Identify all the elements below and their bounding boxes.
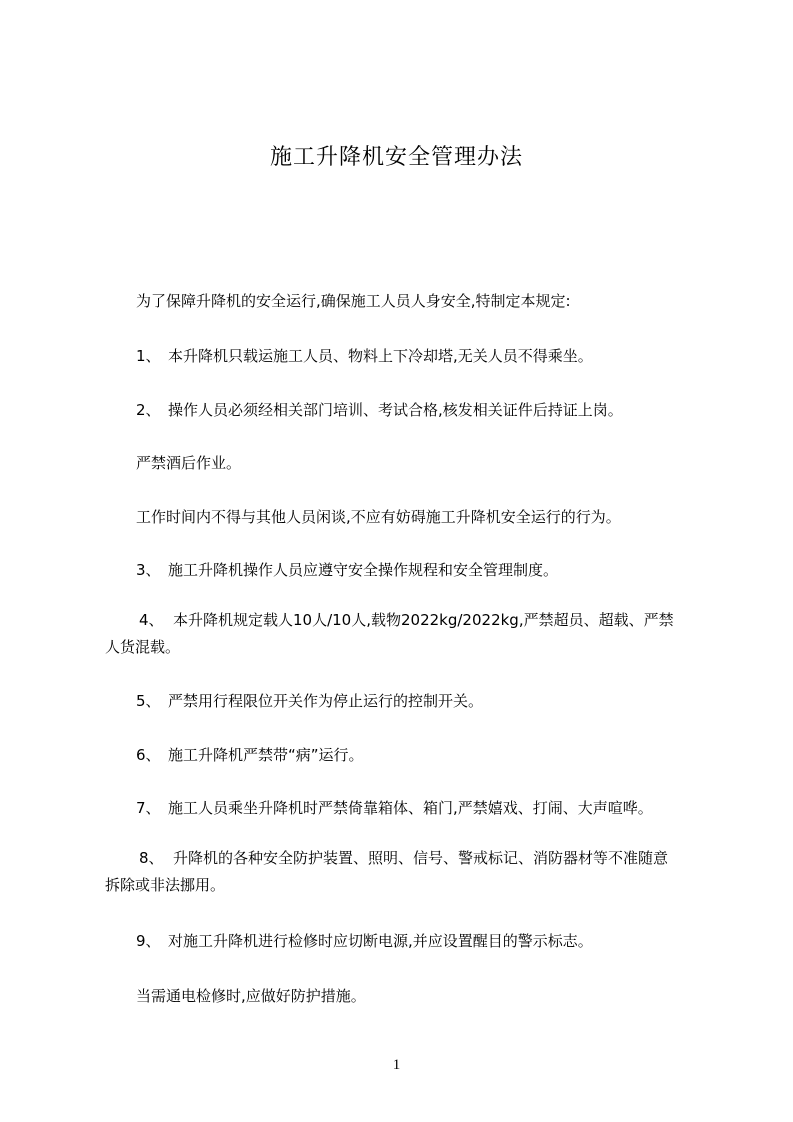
item-text: 操作人员必须经相关部门培训、考试合格,核发相关证件后持证上岗。 [168,401,623,419]
list-item-7 [136,797,653,818]
item-number: 3、 [136,561,161,579]
item-number: 2、 [136,401,161,419]
list-item-1 [136,345,593,366]
item-number: 5、 [136,692,161,710]
list-item-6 [136,744,364,765]
page-title: 施工升降机安全管理办法 [269,145,523,170]
list-item-5 [136,690,483,711]
list-item-2 [136,399,623,420]
item-text: 施工人员乘坐升降机时严禁倚靠箱体、箱门,严禁嬉戏、打闹、大声喧哗。 [168,799,653,817]
item-text: 对施工升降机进行检修时应切断电源,并应设置醒目的警示标志。 [168,932,593,950]
item-number: 4、 [139,611,164,629]
item-text-continued: 拆除或非法挪用。 [105,876,226,894]
item-text: 本升降机只载运施工人员、物料上下冷却塔,无关人员不得乘坐。 [168,347,593,365]
item-number: 6、 [136,746,161,764]
item-text: 施工升降机严禁带“病”运行。 [168,746,364,764]
page-number: 1 [392,1057,401,1073]
item-text: 严禁用行程限位开关作为停止运行的控制开关。 [168,692,484,710]
item-number: 9、 [136,932,161,950]
list-item-9 [136,930,593,951]
item-text-continued: 人货混载。 [105,638,181,656]
item-number: 1、 [136,347,161,365]
item-number: 8、 [139,849,164,867]
list-item-8 [105,845,705,899]
list-item-4 [105,607,705,661]
paragraph-no-chatting: 工作时间内不得与其他人员闲谈,不应有妨碍施工升降机安全运行的行为。 [136,508,621,526]
paragraph-no-drinking: 严禁酒后作业。 [136,454,242,472]
list-item-3 [136,559,558,580]
item-text: 施工升降机操作人员应遵守安全操作规程和安全管理制度。 [168,561,559,579]
intro-paragraph: 为了保障升降机的安全运行,确保施工人员人身安全,特制定本规定: [136,292,571,310]
item-text: 本升降机规定载人10人/10人,载物2022kg/2022kg,严禁超员、超载、严禁 [173,611,674,629]
paragraph-power-repair: 当需通电检修时,应做好防护措施。 [136,987,366,1005]
item-number: 7、 [136,799,161,817]
item-text: 升降机的各种安全防护装置、照明、信号、警戒标记、消防器材等不准随意 [173,849,669,867]
